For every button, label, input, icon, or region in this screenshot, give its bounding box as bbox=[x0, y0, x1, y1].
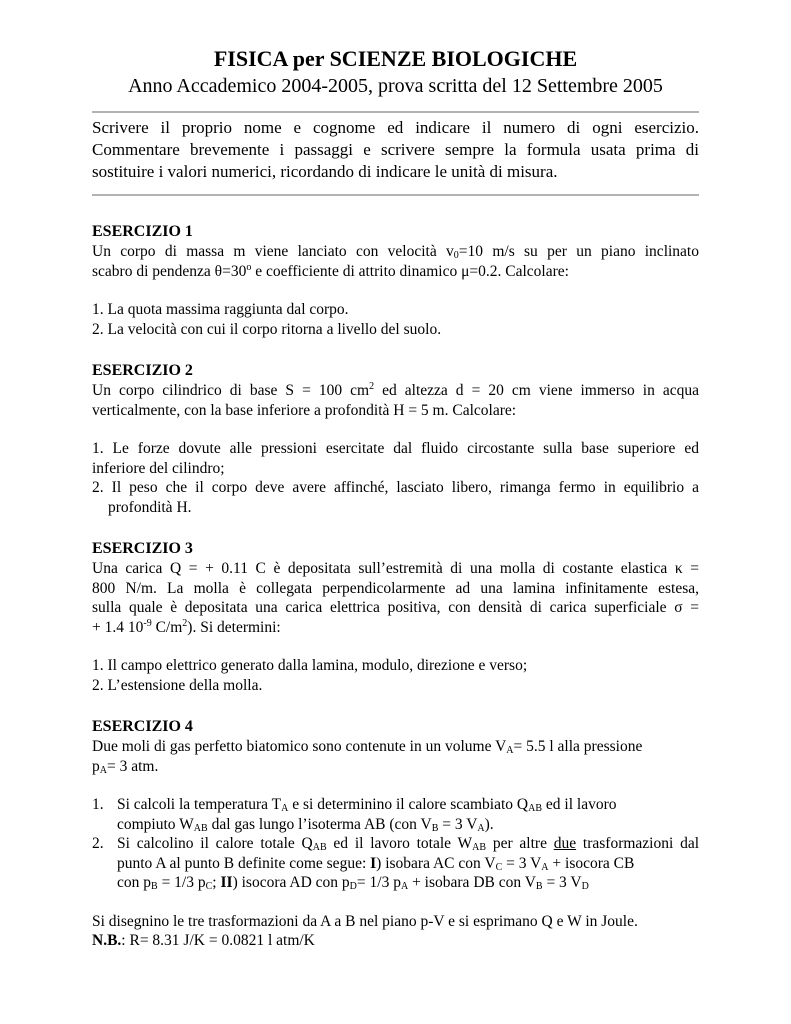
exercise-3-text: Una carica Q = + 0.11 C è depositata sull’estremità di una molla di costante elastica κ = bbox=[92, 560, 699, 577]
question: 1. Le forze dovute alle pressioni esercitate dal fluido circostante sulla base superiore ed bbox=[92, 440, 699, 457]
question: 2. Si calcolino il calore totale $Q_{AB}$ ed il lavoro totale $W_{AB}$ per altre due trasformazioni dal punto A al punto B definite come segue: I) isobara AC con $V_C = 3$ $V_A$ + isocora CB con $p_B = 1/3$ $p_C$; II) isocora AD con $p_D= 1/3$ $p_A$ + isobara DB con $V_B = 3$ $V_D$ bbox=[92, 835, 700, 892]
note: N.B.: R= 8.31 J/K = 0.0821 l atm/K bbox=[92, 932, 315, 949]
exercise-2-text: verticalmente, con la base inferiore a profondità H = 5 m. Calcolare: bbox=[92, 401, 517, 419]
exercise-2-text: Un corpo cilindrico di base S = 100 $cm^2$ ed altezza d = 20 cm viene immerso in acqua bbox=[92, 381, 699, 399]
exercise-4 bbox=[92, 717, 699, 951]
exercise-1-text: Un corpo di massa m viene lanciato con velocità $v_0=10$ m/s su per un piano inclinato bbox=[92, 243, 699, 261]
instructions-line: Commentare brevemente i passaggi e scrivere sempre la formula usata prima di bbox=[92, 140, 699, 159]
page-title: FISICA per SCIENZE BIOLOGICHE bbox=[213, 46, 578, 71]
instructions-line: Scrivere il proprio nome e cognome ed indicare il numero di ogni esercizio. bbox=[92, 118, 699, 137]
question: 1. Si calcoli la temperatura $T_A$ e si determinino il calore scambiato $Q_{AB}$ ed il lavoro compiuto $W_{AB}$ dal gas lungo l’isoterma AB (con $V_B = 3$ $V_A$). bbox=[92, 796, 617, 834]
question: 2. L’estensione della molla. bbox=[92, 676, 263, 694]
closing-instruction: Si disegnino le tre trasformazioni da A a B nel piano p-V e si esprimano Q e W in Joule. bbox=[92, 912, 638, 930]
top-divider bbox=[92, 111, 699, 113]
exercise-3-heading: ESERCIZIO 3 bbox=[92, 540, 193, 557]
exercise-4-text: Due moli di gas perfetto biatomico sono contenute in un volume $V_A= 5.5$ l alla pressione bbox=[92, 738, 643, 756]
exercise-4-heading: ESERCIZIO 4 bbox=[92, 718, 193, 735]
exercise-4-text: $p_A= 3$ atm. bbox=[92, 757, 159, 776]
exercise-1-text: scabro di pendenza $\theta=30^o$ e coefficiente di attrito dinamico μ=0.2. Calcolare: bbox=[92, 261, 569, 280]
question: 2. Il peso che il corpo deve avere affinché, lasciato libero, rimanga fermo in equilibrio a bbox=[92, 479, 699, 496]
exercise-3-text: + 1.4 $10^{-9}$ $C/m^2$). Si determini: bbox=[92, 617, 281, 636]
question: 1. Il campo elettrico generato dalla lamina, modulo, direzione e verso; bbox=[92, 657, 528, 674]
question: profondità H. bbox=[108, 498, 192, 516]
exercise-3-text: 800 N/m. La molla è collegata perpendicolarmente ad una lamina infinitamente estesa, bbox=[92, 579, 699, 597]
page-subtitle: Anno Accademico 2004-2005, prova scritta del 12 Settembre 2005 bbox=[128, 75, 663, 97]
bottom-divider bbox=[92, 194, 699, 196]
instructions bbox=[92, 117, 699, 183]
exercise-2-heading: ESERCIZIO 2 bbox=[92, 362, 193, 379]
exercise-3-text: sulla quale è depositata una carica elettrica positiva, con densità di carica superficiale σ = bbox=[92, 599, 699, 616]
exercise-1-heading: ESERCIZIO 1 bbox=[92, 223, 193, 240]
instructions-line: sostituire i valori numerici, ricordando di indicare le unità di misura. bbox=[92, 162, 558, 181]
exercise-1 bbox=[92, 222, 699, 339]
question: 2. La velocità con cui il corpo ritorna a livello del suolo. bbox=[92, 320, 442, 338]
exercise-3 bbox=[92, 539, 699, 695]
question: inferiore del cilindro; bbox=[92, 459, 225, 477]
question: 1. La quota massima raggiunta dal corpo. bbox=[92, 301, 349, 318]
exercise-2 bbox=[92, 361, 699, 517]
